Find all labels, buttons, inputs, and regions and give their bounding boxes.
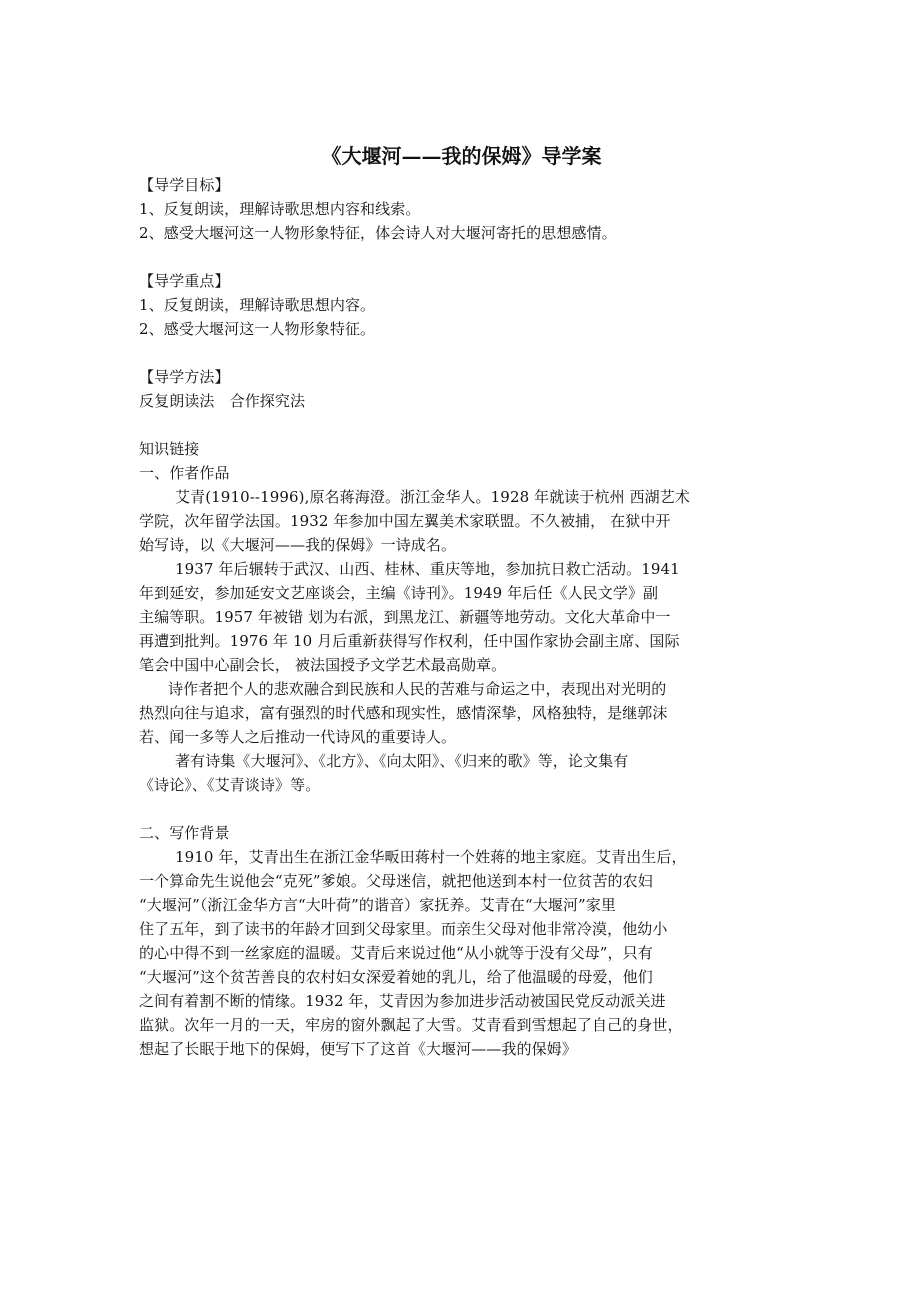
focus-item: 2、感受大堰河这一人物形象特征。 [139, 320, 376, 338]
background-text-line: 的心中得不到一丝家庭的温暖。艾青后来说过他“从小就等于没有父母”，只有 [139, 944, 653, 962]
author-text-line: 主编等职。1957 年被错 划为右派，到黑龙江、新疆等地劳动。文化大革命中一 [139, 608, 671, 626]
author-text-line: 再遭到批判。1976 年 10 月后重新获得写作权利，任中国作家协会副主席、国际 [139, 632, 680, 650]
blank-line [139, 245, 784, 269]
goal-item: 2、感受大堰河这一人物形象特征，体会诗人对大堰河寄托的思想感情。 [139, 224, 617, 242]
blank-line [139, 341, 784, 365]
goal-item: 1、反复朗读，理解诗歌思想内容和线索。 [139, 200, 421, 218]
blank-line [139, 797, 784, 821]
author-text-line: 热烈向往与追求，富有强烈的时代感和现实性，感情深挚，风格独特，是继郭沫 [139, 704, 668, 722]
method-text: 反复朗读法 合作探究法 [139, 392, 306, 410]
author-text-line: 艾青(1910--1996),原名蒋海澄。浙江金华人。1928 年就读于杭州 西湖艺术 [175, 488, 690, 506]
background-text-line: 监狱。次年一月的一天，牢房的窗外飘起了大雪。艾青看到雪想起了自己的身世， [139, 1016, 683, 1034]
focus-item: 1、反复朗读，理解诗歌思想内容。 [139, 296, 376, 314]
background-text-line: 之间有着割不断的情缘。1932 年，艾青因为参加进步活动被国民党反动派关进 [139, 992, 666, 1010]
author-text-line: 诗作者把个人的悲欢融合到民族和人民的苦难与命运之中，表现出对光明的 [168, 680, 667, 698]
focus-heading: 【导学重点】 [139, 272, 230, 290]
author-text-line: 始写诗，以《大堰河——我的保姆》一诗成名。 [139, 536, 457, 554]
document-page [139, 141, 784, 1061]
author-text-line: 若、闻一多等人之后推动一代诗风的重要诗人。 [139, 728, 457, 746]
background-text-line: “大堰河”（浙江金华方言“大叶荷”的谐音）家抚养。艾青在“大堰河”家里 [139, 896, 617, 914]
author-text-line: 《诗论》、《艾青谈诗》等。 [139, 776, 321, 794]
author-text-line: 1937 年后辗转于武汉、山西、桂林、重庆等地，参加抗日救亡活动。1941 [175, 560, 680, 578]
author-text-line: 年到延安，参加延安文艺座谈会，主编《诗刊》。1949 年后任《人民文学》副 [139, 584, 659, 602]
author-text-line: 学院，次年留学法国。1932 年参加中国左翼美术家联盟。不久被捕， 在狱中开 [139, 512, 671, 530]
goals-heading: 【导学目标】 [139, 176, 230, 194]
section-background-heading: 二、写作背景 [139, 824, 230, 842]
background-text-line: 1910 年，艾青出生在浙江金华畈田蒋村一个姓蒋的地主家庭。艾青出生后， [175, 848, 687, 866]
blank-line [139, 413, 784, 437]
section-author-heading: 一、作者作品 [139, 464, 230, 482]
document-title: 《大堰河——我的保姆》导学案 [321, 144, 602, 168]
background-text-line: “大堰河”这个贫苦善良的农村妇女深爱着她的乳儿，给了他温暖的母爱，他们 [139, 968, 653, 986]
method-heading: 【导学方法】 [139, 368, 230, 386]
author-text-line: 著有诗集《大堰河》、《北方》、《向太阳》、《归来的歌》等，论文集有 [175, 752, 629, 770]
background-text-line: 想起了长眠于地下的保姆，便写下了这首《大堰河——我的保姆》 [139, 1040, 577, 1058]
background-text-line: 住了五年，到了读书的年龄才回到父母家里。而亲生父母对他非常冷漠，他幼小 [139, 920, 668, 938]
background-text-line: 一个算命先生说他会“克死”爹娘。父母迷信，就把他送到本村一位贫苦的农妇 [139, 872, 653, 890]
knowledge-heading: 知识链接 [139, 440, 200, 458]
author-text-line: 笔会中国中心副会长， 被法国授予文学艺术最高勋章。 [139, 656, 507, 674]
